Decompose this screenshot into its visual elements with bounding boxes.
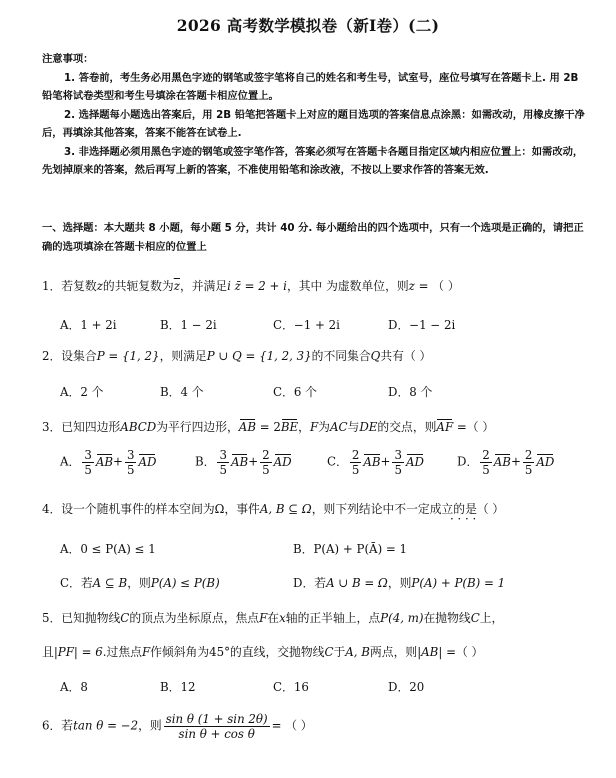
question-5-line-1: 5．已知抛物线C的顶点为坐标原点，焦点F在x轴的正半轴上，点P(4, m)在抛物线C上， xyxy=(42,611,504,625)
question-3: 3．已知四边形ABCD为平行四边形，AB = 2BE，F为AC与DE的交点，则AF =（ ） xyxy=(42,420,495,434)
question-1: 1．若复数z的共轭复数为$\overline{z}$，并满足i z̄ = 2 + i，其中 为虚数单位，则z = （ ） xyxy=(42,279,460,293)
q5-option-a[interactable]: A．8 xyxy=(60,680,88,694)
fraction: $\frac{2}{5}$ xyxy=(482,448,490,477)
q2-option-c[interactable]: C．6 个 xyxy=(273,385,317,399)
q3-option-d[interactable]: D． $\frac{2}{5}$ AB+ $\frac{2}{5}$ AD xyxy=(457,448,555,477)
instructions xyxy=(42,50,588,180)
q3-option-a[interactable]: A． $\frac{3}{5}$ AB+ $\frac{3}{5}$ AD xyxy=(60,448,157,477)
q4-option-a[interactable]: A．0 ≤ P(A) ≤ 1 xyxy=(60,542,156,556)
fraction: $\frac{3}{5}$ xyxy=(126,448,135,477)
q1-option-a[interactable]: A．1 + 2i xyxy=(60,318,117,332)
instruction-3: 3. 非选择题必须用黑色字迹的钢笔或签字笔作答，答案必须写在答题卡各题目指定区域内相应位置上：如需改动，先划掉原来的答案，然后再写上新的答案，不准使用铅笔和涂改液，不按以上要求作答的答案无效. xyxy=(42,145,584,176)
q1-option-d[interactable]: D．−1 − 2i xyxy=(388,318,456,332)
q3-option-c[interactable]: C． $\frac{2}{5}$ AB+ $\frac{3}{5}$ AD xyxy=(327,448,424,477)
q3-option-b[interactable]: B． $\frac{3}{5}$ AB+ $\frac{2}{5}$ AD xyxy=(195,448,292,477)
q5-option-d[interactable]: D．20 xyxy=(388,680,425,694)
question-4: 4．设一个随机事件的样本空间为Ω，事件A, B ⊆ Ω，则下列结论中不一定成立的是（ ） xyxy=(42,502,505,516)
emphasis-dots: · · · · xyxy=(450,512,477,526)
question-5-line-2: 且|PF| = 6.过焦点F作倾斜角为45°的直线，交抛物线C于A, B两点，则|AB| =（ ） xyxy=(42,645,484,659)
section-heading: 一、选择题：本大题共 8 小题，每小题 5 分，共计 40 分. 每小题给出的四个选项中，只有一个选项是正确的，请把正确的选项填涂在答题卡相应的位置上 xyxy=(42,222,584,253)
question-6: 6．若tan θ = −2，则 $\frac{\text{sin θ (1 + sin 2θ)}}{\text{sin θ + cos θ}}$ = （ ） xyxy=(42,712,313,741)
fraction: $\frac{3}{5}$ xyxy=(394,448,402,477)
q1-option-c[interactable]: C．−1 + 2i xyxy=(273,318,340,332)
q2-option-d[interactable]: D．8 个 xyxy=(388,385,433,399)
fraction: $\frac{2}{5}$ xyxy=(262,448,270,477)
instructions-heading: 注意事项： xyxy=(42,53,94,65)
question-2: 2．设集合P = {1, 2}，则满足P ∪ Q = {1, 2, 3}的不同集合Q共有（ ） xyxy=(42,349,432,363)
q1-option-b[interactable]: B．1 − 2i xyxy=(160,318,217,332)
q2-option-b[interactable]: B．4 个 xyxy=(160,385,204,399)
instruction-2: 2. 选择题每小题选出答案后，用 2B 铅笔把答题卡上对应的题目选项的答案信息点涂黑：如需改动，用橡皮擦干净后，再填涂其他答案，答案不能答在试卷上. xyxy=(42,108,585,139)
q5-option-c[interactable]: C．16 xyxy=(273,680,309,694)
q4-option-b[interactable]: B．P(A) + P(Ā) = 1 xyxy=(293,542,408,556)
fraction: $\frac{2}{5}$ xyxy=(524,448,533,477)
q2-option-a[interactable]: A．2 个 xyxy=(60,385,104,399)
fraction: $\frac{2}{5}$ xyxy=(351,448,360,477)
exam-title: 2026 高考数学模拟卷（新Ⅰ卷）(二) xyxy=(176,16,440,35)
q4-option-d[interactable]: D．若A ∪ B = Ω，则P(A) + P(B) = 1 xyxy=(293,576,506,590)
instruction-1: 1. 答卷前，考生务必用黑色字迹的钢笔或签字笔将自己的姓名和考生号，试室号，座位号填写在答题卡上. 用 2B 铅笔将试卷类型和考生号填涂在答题卡相应位置上。 xyxy=(42,71,579,102)
q5-option-b[interactable]: B．12 xyxy=(160,680,196,694)
fraction: $\frac{3}{5}$ xyxy=(84,448,92,477)
fraction: $\frac{\text{sin θ (1 + sin 2θ)}}{\text{sin θ + cos θ}}$ xyxy=(165,712,268,741)
fraction: $\frac{3}{5}$ xyxy=(219,448,227,477)
q4-option-c[interactable]: C．若A ⊆ B，则P(A) ≤ P(B) xyxy=(60,576,220,590)
